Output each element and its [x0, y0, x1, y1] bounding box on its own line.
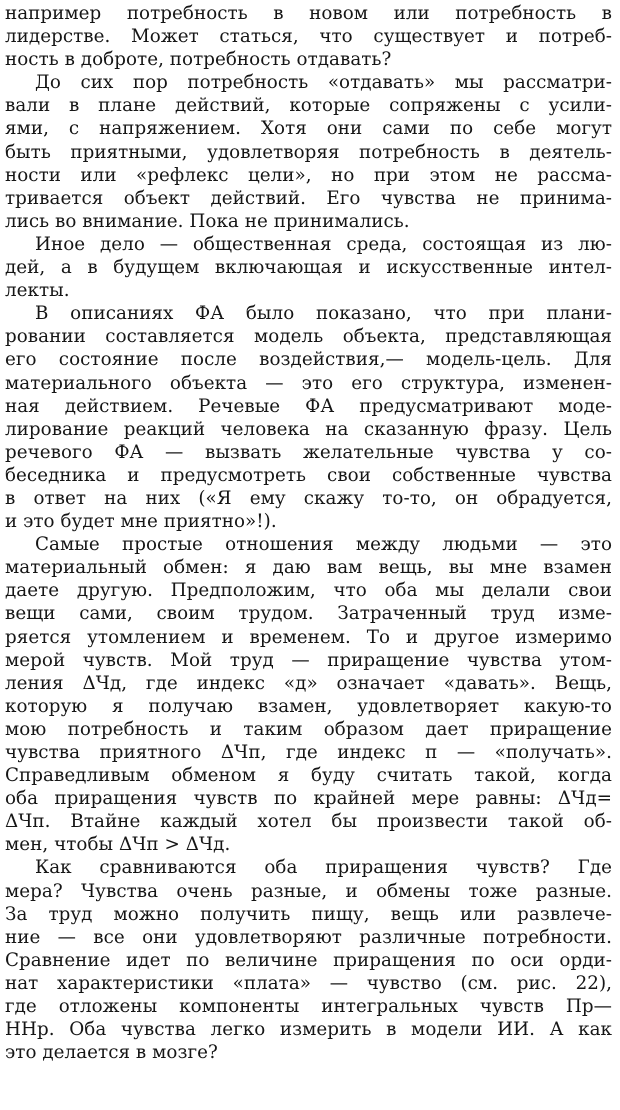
text-line: беседника и предусмотреть свои собственные чувства	[5, 464, 612, 486]
text-line: ряется утомлением и временем. То и другое измеримо	[5, 626, 612, 648]
text-line: лись во внимание. Пока не принимались.	[5, 210, 410, 232]
text-line: материального объекта — это его структура, изменен-	[5, 372, 612, 394]
text-line: его состояние после воздействия,— модель-цель. Для	[5, 349, 612, 371]
text-line: материальный обмен: я даю вам вещь, вы мне взамен	[5, 557, 612, 579]
text-line: даете другую. Предположим, что оба мы делали свои	[5, 580, 612, 602]
text-line: мою потребность и таким образом дает приращение	[5, 718, 612, 740]
text-line: Иное дело — общественная среда, состоящая из лю-	[35, 233, 612, 255]
text-line: чувства приятного ΔЧп, где индекс п — «получать».	[5, 742, 612, 763]
text-line: быть приятными, удовлетворяя потребность в деятель-	[5, 141, 612, 163]
text-line: ления ΔЧд, где индекс «д» означает «давать». Вещь,	[5, 672, 612, 694]
text-line: мера? Чувства очень разные, и обмены тоже разные.	[5, 880, 612, 902]
text-line: мен, чтобы ΔЧп > ΔЧд.	[5, 834, 231, 856]
text-line: нат характеристики «плата» — чувство (см. рис. 22),	[5, 972, 612, 994]
text-line: В описаниях ФА было показано, что при плани-	[35, 303, 612, 325]
text-line: До сих пор потребность «отдавать» мы рассматри-	[35, 72, 612, 94]
text-line: оба приращения чувств по крайней мере равны: ΔЧд=	[5, 788, 612, 810]
body-text	[5, 2, 612, 1064]
text-line: это делается в мозге?	[5, 1042, 218, 1064]
text-line: например потребность в новом или потребность в	[5, 3, 612, 24]
text-line: речевого ФА — вызвать желательные чувства у со-	[5, 441, 612, 463]
text-line: в ответ на них («Я ему скажу то-то, он обрадуется,	[5, 487, 612, 509]
text-line: где отложены компоненты интегральных чувств Пр—	[5, 996, 612, 1018]
text-line: которую я получаю взамен, удовлетворяет какую-то	[5, 695, 612, 717]
text-line: вещи сами, своим трудом. Затраченный труд изме-	[5, 603, 612, 625]
text-line: вали в плане действий, которые сопряжены с усили-	[5, 95, 612, 117]
text-line: мерой чувств. Мой труд — приращение чувства утом-	[5, 649, 612, 671]
text-line: Самые простые отношения между людьми — это	[35, 534, 612, 556]
text-line: Как сравниваются оба приращения чувств? Где	[35, 857, 612, 879]
text-line: ние — все они удовлетворяют различные потребности.	[5, 926, 612, 948]
text-line: ННр. Оба чувства легко измерить в модели ИИ. А как	[5, 1019, 612, 1041]
text-line: Сравнение идет по величине приращения по оси орди-	[5, 949, 612, 971]
text-line: ная действием. Речевые ФА предусматривают моде-	[5, 395, 612, 417]
text-line: ровании составляется модель объекта, представляющая	[5, 326, 612, 348]
text-line: и это будет мне приятно»!).	[5, 511, 277, 533]
text-line: дей, а в будущем включающая и искусственные интел-	[5, 257, 612, 279]
text-line: ΔЧп. Втайне каждый хотел бы произвести такой об-	[5, 811, 612, 833]
text-line: лидерстве. Может статься, что существует и потреб-	[5, 26, 612, 48]
text-line: лекты.	[5, 280, 70, 302]
text-line: За труд можно получить пищу, вещь или развлече-	[5, 903, 612, 925]
text-line: ность в доброте, потребность отдавать?	[5, 49, 392, 71]
text-line: ности или «рефлекс цели», но при этом не рассма-	[5, 164, 612, 186]
text-line: тривается объект действий. Его чувства не принима-	[5, 187, 612, 209]
text-line: ями, с напряжением. Хотя они сами по себе могут	[5, 118, 612, 140]
text-line: Справедливым обменом я буду считать такой, когда	[5, 765, 612, 787]
text-line: лирование реакций человека на сказанную фразу. Цель	[5, 418, 612, 440]
